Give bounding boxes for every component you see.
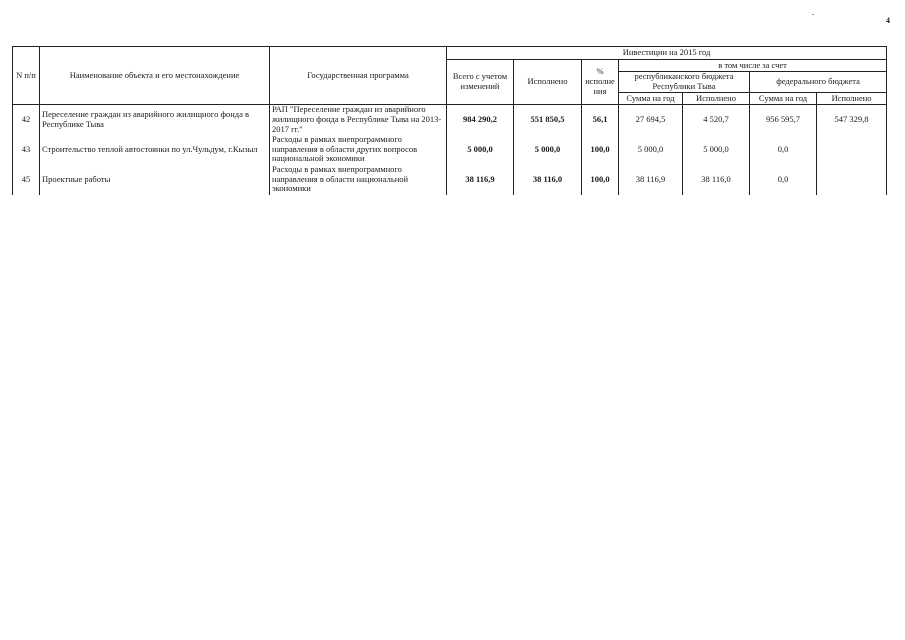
- row-program: Расходы в рамках внепрограммного направления в области национальной экономики: [270, 165, 447, 195]
- row-total: 38 116,9: [447, 165, 514, 195]
- row-total: 984 290,2: [447, 105, 514, 135]
- scan-speck: [812, 14, 814, 15]
- row-percent: 56,1: [582, 105, 619, 135]
- row-fed-exec: 547 329,8: [817, 105, 887, 135]
- col-header-federal-budget: федерального бюджета: [750, 72, 887, 93]
- row-percent: 100,0: [582, 165, 619, 195]
- row-rep-sum: 5 000,0: [619, 135, 683, 165]
- row-num: 42: [13, 105, 40, 135]
- row-executed: 38 116,0: [514, 165, 582, 195]
- row-name: Строительство теплой автостоянки по ул.Чульдум, г.Кызыл: [40, 135, 270, 165]
- row-fed-exec: [817, 135, 887, 165]
- col-header-total: Всего с учетом изменений: [447, 60, 514, 105]
- row-fed-sum: 0,0: [750, 165, 817, 195]
- table-row: [13, 165, 887, 195]
- row-program: Расходы в рамках внепрограммного направления в области других вопросов национальной экономики: [270, 135, 447, 165]
- row-rep-exec: 38 116,0: [683, 165, 750, 195]
- col-header-name: Наименование объекта и его местонахождение: [40, 47, 270, 105]
- col-header-num: N п/п: [13, 47, 40, 105]
- col-header-program: Государственная программа: [270, 47, 447, 105]
- col-header-investments: Инвестиции на 2015 год: [447, 47, 887, 60]
- col-header-rep-exec: Исполнено: [683, 93, 750, 105]
- row-percent: 100,0: [582, 135, 619, 165]
- table-row: [13, 105, 887, 135]
- row-rep-exec: 4 520,7: [683, 105, 750, 135]
- col-header-percent: % исполне ния: [582, 60, 619, 105]
- row-rep-sum: 38 116,9: [619, 165, 683, 195]
- row-name: Проектные работы: [40, 165, 270, 195]
- investment-table: [12, 46, 887, 195]
- row-num: 45: [13, 165, 40, 195]
- page-number: 4: [886, 16, 890, 25]
- row-name: Переселение граждан из аварийного жилищного фонда в Республике Тыва: [40, 105, 270, 135]
- row-fed-sum: 956 595,7: [750, 105, 817, 135]
- row-executed: 5 000,0: [514, 135, 582, 165]
- col-header-republic-budget: республиканского бюджета Республики Тыва: [619, 72, 750, 93]
- row-rep-sum: 27 694,5: [619, 105, 683, 135]
- col-header-executed: Исполнено: [514, 60, 582, 105]
- col-header-including: в том числе за счет: [619, 60, 887, 72]
- col-header-fed-exec: Исполнено: [817, 93, 887, 105]
- row-executed: 551 850,5: [514, 105, 582, 135]
- row-total: 5 000,0: [447, 135, 514, 165]
- col-header-rep-sum: Сумма на год: [619, 93, 683, 105]
- row-program: РАП "Переселение граждан из аварийного жилищного фонда в Республике Тыва на 2013-2017 гг.": [270, 105, 447, 135]
- row-fed-sum: 0,0: [750, 135, 817, 165]
- row-num: 43: [13, 135, 40, 165]
- col-header-fed-sum: Сумма на год: [750, 93, 817, 105]
- row-rep-exec: 5 000,0: [683, 135, 750, 165]
- table-row: [13, 135, 887, 165]
- row-fed-exec: [817, 165, 887, 195]
